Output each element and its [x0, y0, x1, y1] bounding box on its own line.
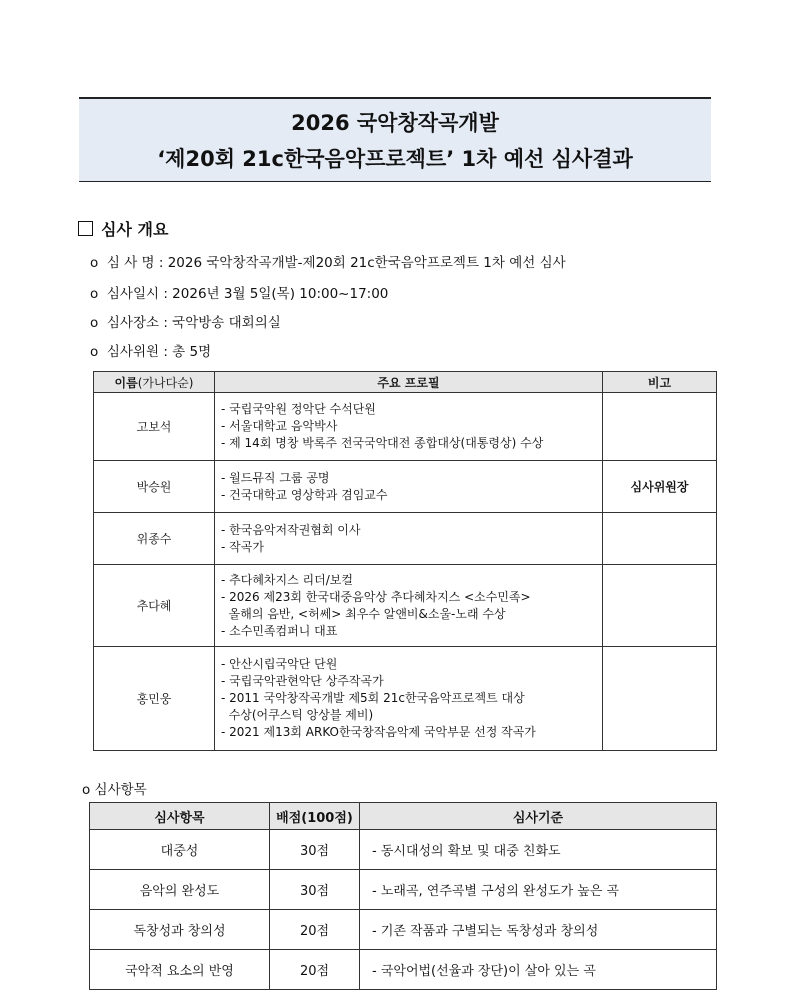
- table-row: [94, 647, 717, 751]
- criteria-table: [89, 802, 716, 990]
- profile-line: - 2026 제23회 한국대중음악상 추다혜차지스 <소수민족>: [221, 589, 531, 604]
- judges-table: [93, 371, 716, 751]
- info-line-judges: o 심사위원 : 총 5명: [90, 340, 211, 360]
- title-line-2: ‘제20회 21c한국음악프로젝트’ 1차 예선 심사결과: [157, 147, 633, 171]
- info-bullet: o: [90, 344, 99, 360]
- criteria-standard: - 노래곡, 연주곡별 구성의 완성도가 높은 곡: [360, 870, 717, 910]
- judge-note: [603, 647, 717, 751]
- judge-note: 심사위원장: [603, 461, 717, 513]
- criteria-label: o 심사항목: [82, 782, 147, 798]
- section-heading: [78, 217, 168, 240]
- table-row: [90, 870, 717, 910]
- info-value: 총 5명: [172, 344, 212, 360]
- criteria-score: 20점: [270, 910, 360, 950]
- title-box: [79, 97, 711, 182]
- criteria-item: 독창성과 창의성: [90, 910, 270, 950]
- info-label: 심 사 명: [106, 255, 155, 271]
- profile-line: - 국립국악관현악단 상주작곡가: [221, 674, 384, 688]
- profile-line: - 월드뮤직 그룹 공명: [221, 470, 330, 485]
- judge-profile: [215, 647, 603, 751]
- judges-header-name: [94, 372, 215, 393]
- criteria-score: 30점: [270, 870, 360, 910]
- judge-profile: [215, 461, 603, 513]
- profile-line: - 안산시립국악단 단원: [221, 657, 338, 671]
- profile-line: - 건국대학교 영상학과 겸임교수: [221, 487, 388, 502]
- profile-line: 수상(어쿠스틱 앙상블 제비): [221, 708, 374, 722]
- criteria-standard: - 동시대성의 확보 및 대중 친화도: [360, 830, 717, 870]
- square-bullet-icon: [78, 221, 93, 236]
- info-label: 심사장소: [106, 315, 160, 331]
- info-bullet: o: [90, 286, 99, 302]
- table-row: [90, 910, 717, 950]
- info-bullet: o: [90, 315, 99, 331]
- profile-line: - 서울대학교 음악박사: [221, 419, 338, 433]
- table-row: [94, 461, 717, 513]
- criteria-score: 20점: [270, 950, 360, 990]
- judge-profile: [215, 393, 603, 461]
- criteria-header-score: 배점(100점): [270, 803, 360, 830]
- info-value: 국악방송 대회의실: [172, 315, 281, 331]
- profile-line: - 추다혜차지스 리더/보컬: [221, 572, 353, 587]
- profile-line: - 국립국악원 정악단 수석단원: [221, 402, 376, 416]
- criteria-standard: - 국악어법(선율과 장단)이 살아 있는 곡: [360, 950, 717, 990]
- header-name-text: 이름: [114, 375, 138, 390]
- info-line-name: o 심 사 명 : 2026 국악창작곡개발-제20회 21c한국음악프로젝트 1차 예선 심사: [90, 251, 566, 271]
- info-value: 2026년 3월 5일(목) 10:00~17:00: [172, 286, 389, 302]
- judges-header-note: 비고: [603, 372, 717, 393]
- criteria-item: 국악적 요소의 반영: [90, 950, 270, 990]
- profile-line: - 2011 국악창작곡개발 제5회 21c한국음악프로젝트 대상: [221, 691, 525, 705]
- criteria-standard: - 기존 작품과 구별되는 독창성과 창의성: [360, 910, 717, 950]
- judge-name: 홍민웅: [94, 647, 215, 751]
- judge-name: 박승원: [94, 461, 215, 513]
- criteria-header-standard: 심사기준: [360, 803, 717, 830]
- judges-header-profile: 주요 프로필: [215, 372, 603, 393]
- profile-line: - 작곡가: [221, 539, 264, 554]
- info-bullet: o: [90, 255, 99, 271]
- judge-name: 위종수: [94, 513, 215, 565]
- judge-profile: [215, 565, 603, 647]
- table-row: [94, 513, 717, 565]
- table-row: [94, 565, 717, 647]
- judge-note: [603, 513, 717, 565]
- header-name-note: (가나다순): [137, 375, 194, 390]
- info-label: 심사위원: [106, 344, 160, 360]
- info-line-date: o 심사일시 : 2026년 3월 5일(목) 10:00~17:00: [90, 282, 388, 302]
- profile-line: - 제 14회 명창 박록주 전국국악대전 종합대상(대통령상) 수상: [221, 436, 544, 450]
- title-line-1: 2026 국악창작곡개발: [291, 111, 499, 135]
- judge-note: [603, 565, 717, 647]
- judge-name: 고보석: [94, 393, 215, 461]
- criteria-header-item: 심사항목: [90, 803, 270, 830]
- profile-line: - 2021 제13회 ARKO한국창작음악제 국악부문 선정 작곡가: [221, 725, 536, 739]
- profile-line: - 소수민족컴퍼니 대표: [221, 623, 338, 638]
- info-value: 2026 국악창작곡개발-제20회 21c한국음악프로젝트 1차 예선 심사: [167, 255, 566, 271]
- criteria-item: 음악의 완성도: [90, 870, 270, 910]
- judge-profile: [215, 513, 603, 565]
- table-row: [90, 830, 717, 870]
- section-heading-text: 심사 개요: [101, 220, 169, 239]
- profile-line: - 한국음악저작권협회 이사: [221, 522, 361, 537]
- criteria-score: 30점: [270, 830, 360, 870]
- info-line-place: o 심사장소 : 국악방송 대회의실: [90, 311, 281, 331]
- table-row: [94, 393, 717, 461]
- profile-line: 올해의 음반, <허쎄> 최우수 알앤비&소울-노래 수상: [221, 606, 506, 621]
- judge-note: [603, 393, 717, 461]
- criteria-item: 대중성: [90, 830, 270, 870]
- judge-name: 추다혜: [94, 565, 215, 647]
- table-row: [90, 950, 717, 990]
- info-label: 심사일시: [106, 286, 160, 302]
